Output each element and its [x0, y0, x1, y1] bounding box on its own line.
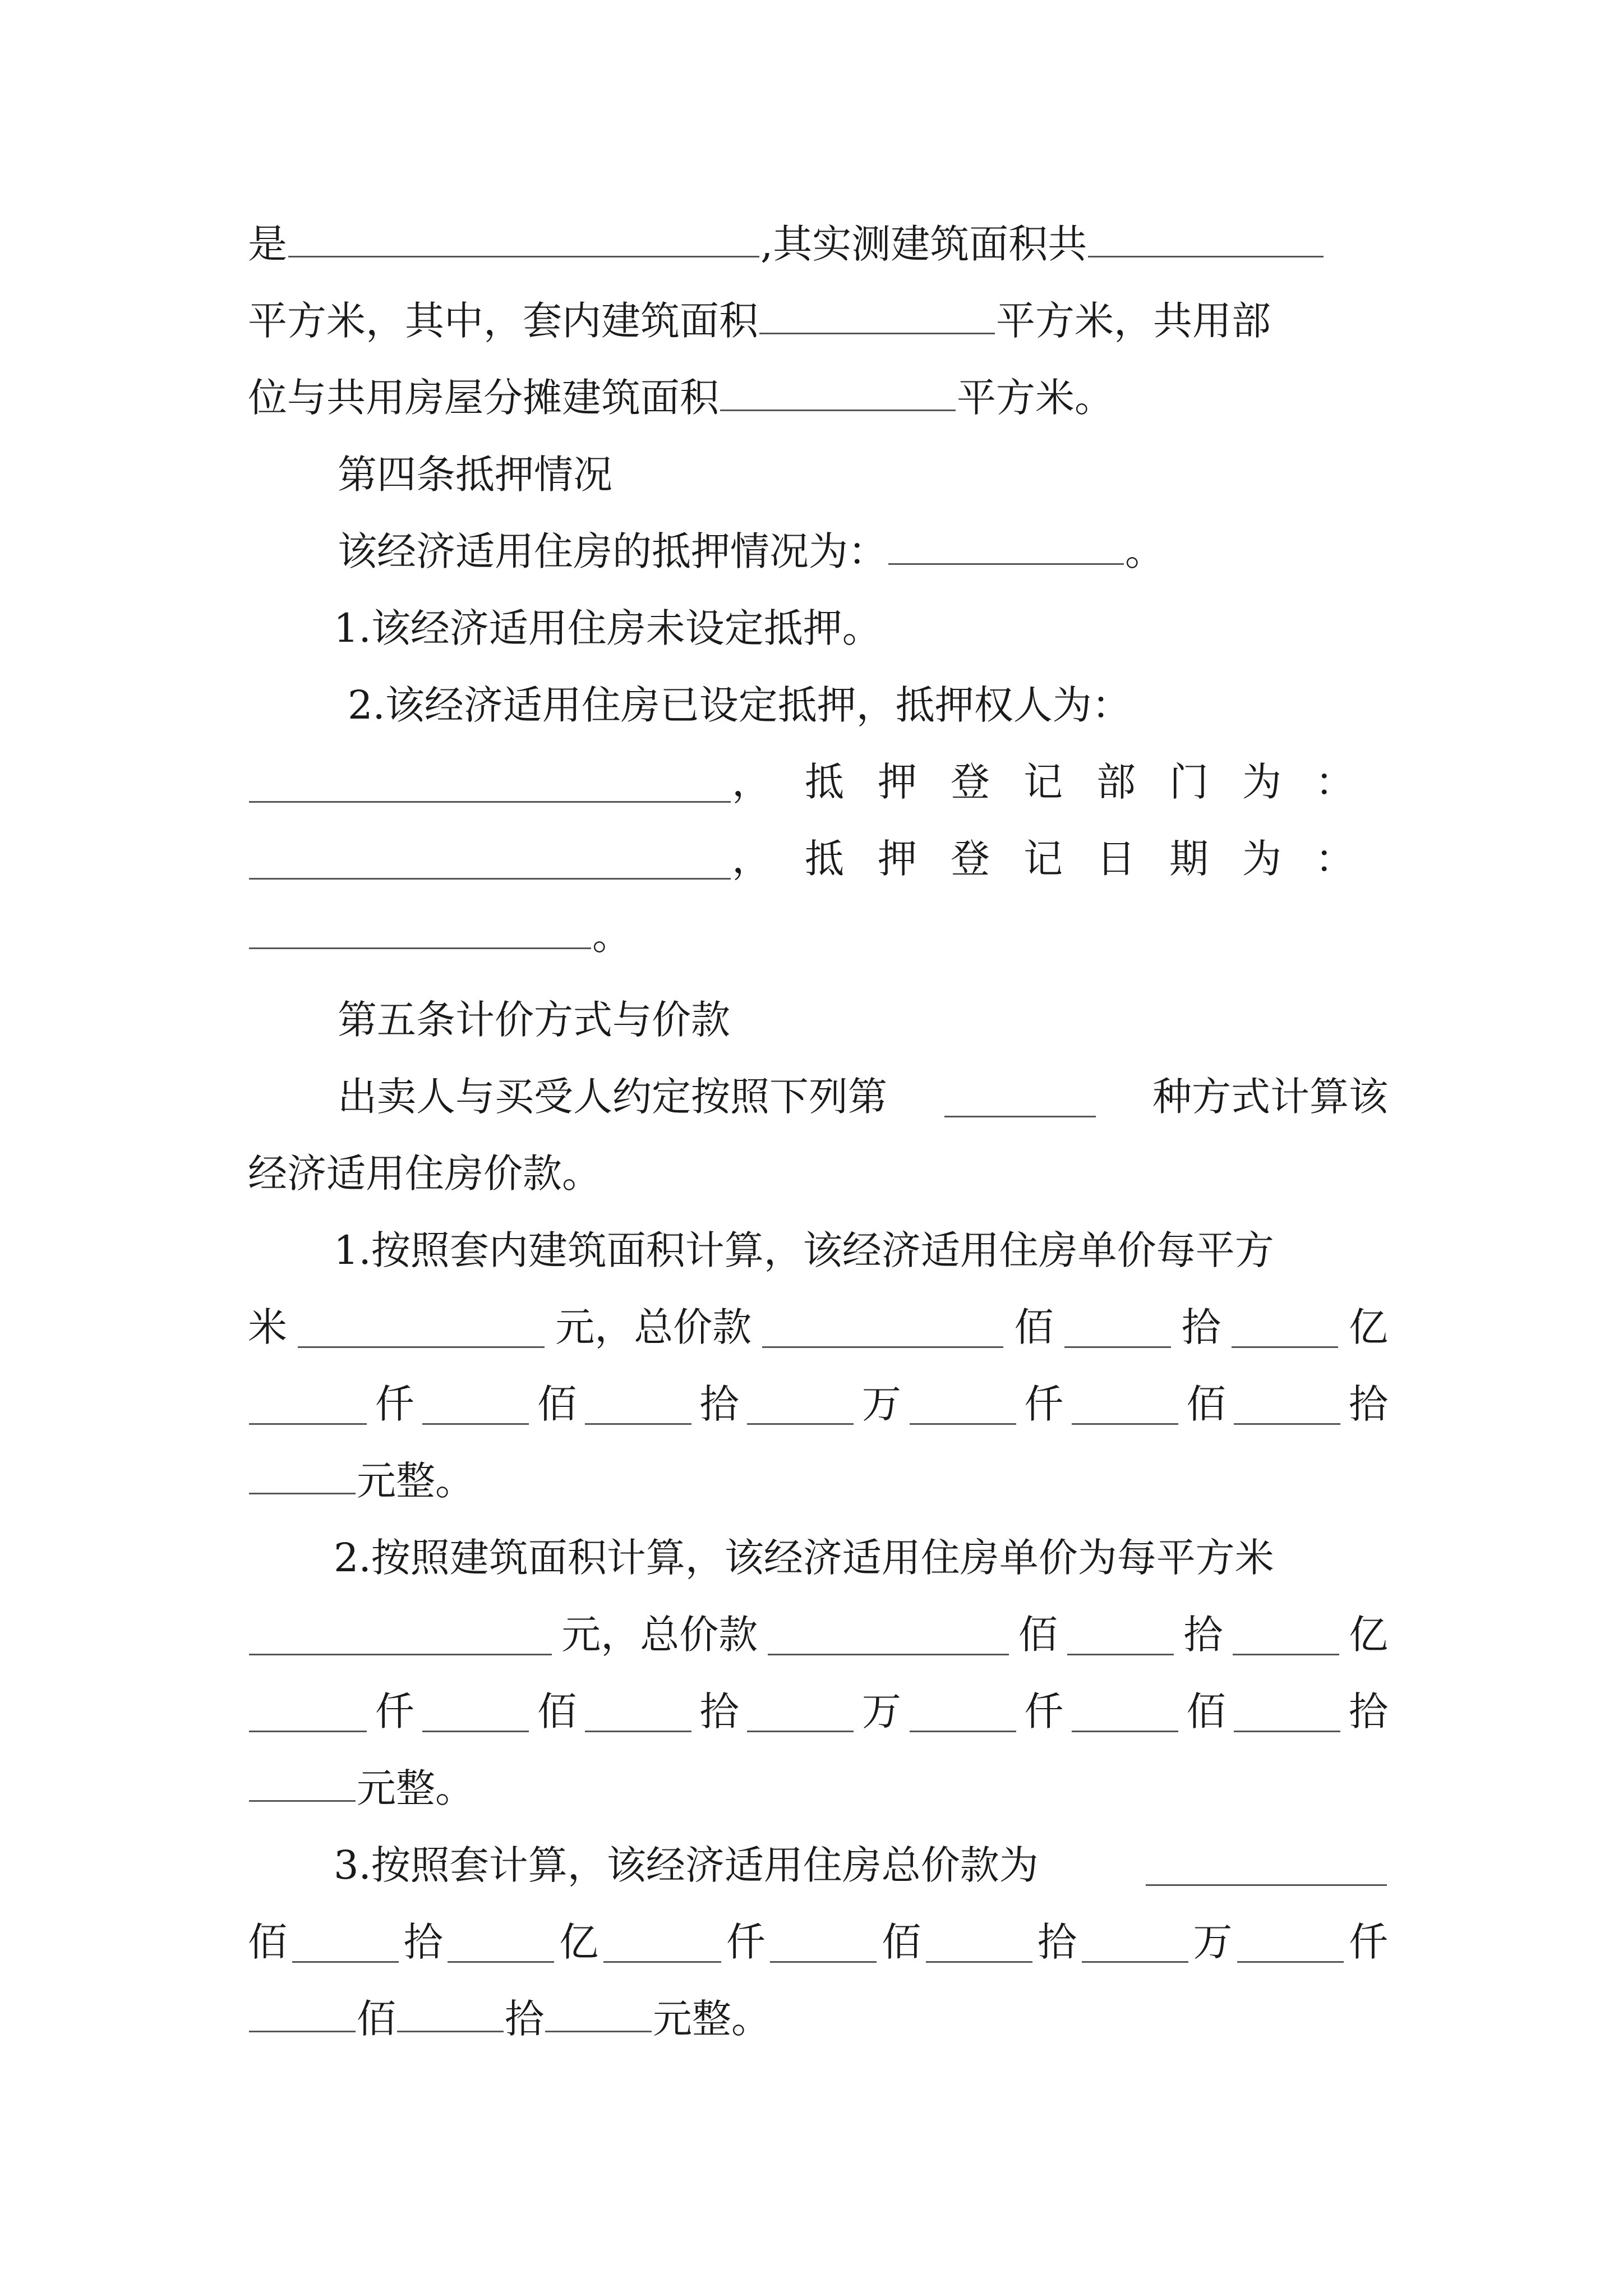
blank-field[interactable]	[1237, 1922, 1344, 1963]
mortgagee-line: ，抵押登记部门为：	[248, 743, 1388, 821]
article-4-item-1: 1.该经济适用住房未设定抵押。	[334, 605, 882, 651]
blank-field[interactable]	[288, 217, 759, 257]
blank-field[interactable]	[249, 1991, 356, 2032]
blank-field[interactable]	[1072, 1691, 1178, 1732]
line-2	[248, 282, 1271, 360]
blank-field[interactable]	[1234, 1691, 1340, 1732]
method-2-line-4: 元整。	[248, 1749, 474, 1828]
blank-field[interactable]	[1234, 1384, 1340, 1425]
blank-field[interactable]	[397, 1991, 504, 2032]
blank-field[interactable]	[545, 1991, 652, 2032]
method-1-line-3: 仟 佰 拾 万 仟 佰 拾	[248, 1365, 1388, 1443]
text: 平方米，共用部	[996, 298, 1271, 344]
method-2-line-2: 元，总价款 佰 拾 亿	[248, 1595, 1388, 1674]
blank-field[interactable]	[759, 293, 995, 334]
blank-field[interactable]	[249, 1761, 356, 1802]
method-3-line-1: 3.按照套计算，该经济适用住房总价款为	[334, 1826, 1388, 1904]
line-3	[248, 358, 1114, 437]
method-number-blank[interactable]	[944, 1076, 1096, 1117]
text: 平方米。	[957, 375, 1114, 421]
registration-dept-line: ，抵押登记日期为：	[248, 820, 1388, 898]
blank-field[interactable]	[768, 1614, 1009, 1655]
blank-field[interactable]	[249, 1691, 367, 1732]
blank-field[interactable]	[422, 1384, 529, 1425]
registration-dept-blank[interactable]	[249, 839, 731, 880]
mortgagee-blank[interactable]	[249, 762, 731, 803]
text: 。	[1125, 528, 1164, 574]
blank-field[interactable]	[720, 370, 956, 411]
article-5-intro: 出卖人与买受人约定按照下列第 种方式计算该	[338, 1074, 1388, 1120]
text: 位与共用房屋分摊建筑面积	[248, 375, 719, 421]
method-3-line-2: 佰 拾 亿 仟 佰 拾 万 仟	[248, 1919, 1388, 1965]
blank-field[interactable]	[1067, 1614, 1174, 1655]
registration-date-blank[interactable]	[249, 908, 591, 949]
blank-field[interactable]	[1072, 1384, 1178, 1425]
blank-field[interactable]	[448, 1922, 554, 1963]
text: ,其实测建筑面积共	[760, 221, 1087, 267]
article-4-intro	[338, 512, 1164, 591]
blank-field[interactable]	[422, 1691, 529, 1732]
blank-field[interactable]	[747, 1691, 854, 1732]
unit-price-blank[interactable]	[249, 1614, 552, 1655]
text: 平方米，其中，套内建筑面积	[248, 298, 758, 344]
method-2-line-1: 2.按照建筑面积计算，该经济适用住房单价为每平方米	[334, 1535, 1274, 1581]
blank-field[interactable]	[747, 1384, 854, 1425]
blank-field[interactable]	[292, 1922, 399, 1963]
blank-field[interactable]	[249, 1384, 367, 1425]
blank-field[interactable]	[1232, 1307, 1338, 1348]
blank-field[interactable]	[1082, 1922, 1188, 1963]
blank-field[interactable]	[1064, 1307, 1171, 1348]
blank-field[interactable]	[585, 1384, 691, 1425]
blank-field[interactable]	[910, 1691, 1016, 1732]
article-5-title: 第五条计价方式与价款	[338, 997, 730, 1043]
method-1-line-2: 米 元，总价款 佰 拾 亿	[248, 1304, 1388, 1350]
line-1	[248, 205, 1325, 283]
blank-field[interactable]	[770, 1922, 877, 1963]
blank-field[interactable]	[762, 1307, 1003, 1348]
total-price-blank[interactable]	[1146, 1845, 1387, 1886]
blank-field[interactable]	[926, 1922, 1032, 1963]
text: 该经济适用住房的抵押情况为：	[338, 528, 887, 574]
blank-field[interactable]	[1088, 217, 1324, 257]
unit-price-blank[interactable]	[298, 1307, 545, 1348]
blank-field[interactable]	[910, 1384, 1016, 1425]
blank-field[interactable]	[585, 1691, 691, 1732]
blank-field[interactable]	[1233, 1614, 1339, 1655]
method-2-line-3: 仟 佰 拾 万 仟 佰 拾	[248, 1672, 1388, 1751]
blank-field[interactable]	[249, 1453, 356, 1494]
method-3-line-3: 佰 拾 元整。	[248, 1980, 771, 2058]
blank-field[interactable]	[888, 524, 1124, 565]
method-1-line-4: 元整。	[248, 1442, 474, 1520]
article-5-intro-cont: 经济适用住房价款。	[248, 1151, 601, 1197]
article-4-title: 第四条抵押情况	[338, 452, 612, 498]
blank-field[interactable]	[603, 1922, 721, 1963]
method-1-line-1: 1.按照套内建筑面积计算，该经济适用住房单价每平方	[334, 1227, 1274, 1273]
article-4-item-2: 2.该经济适用住房已设定抵押，抵押权人为：	[348, 682, 1131, 728]
registration-date-line: 。	[248, 896, 631, 975]
text: 是	[248, 221, 287, 267]
